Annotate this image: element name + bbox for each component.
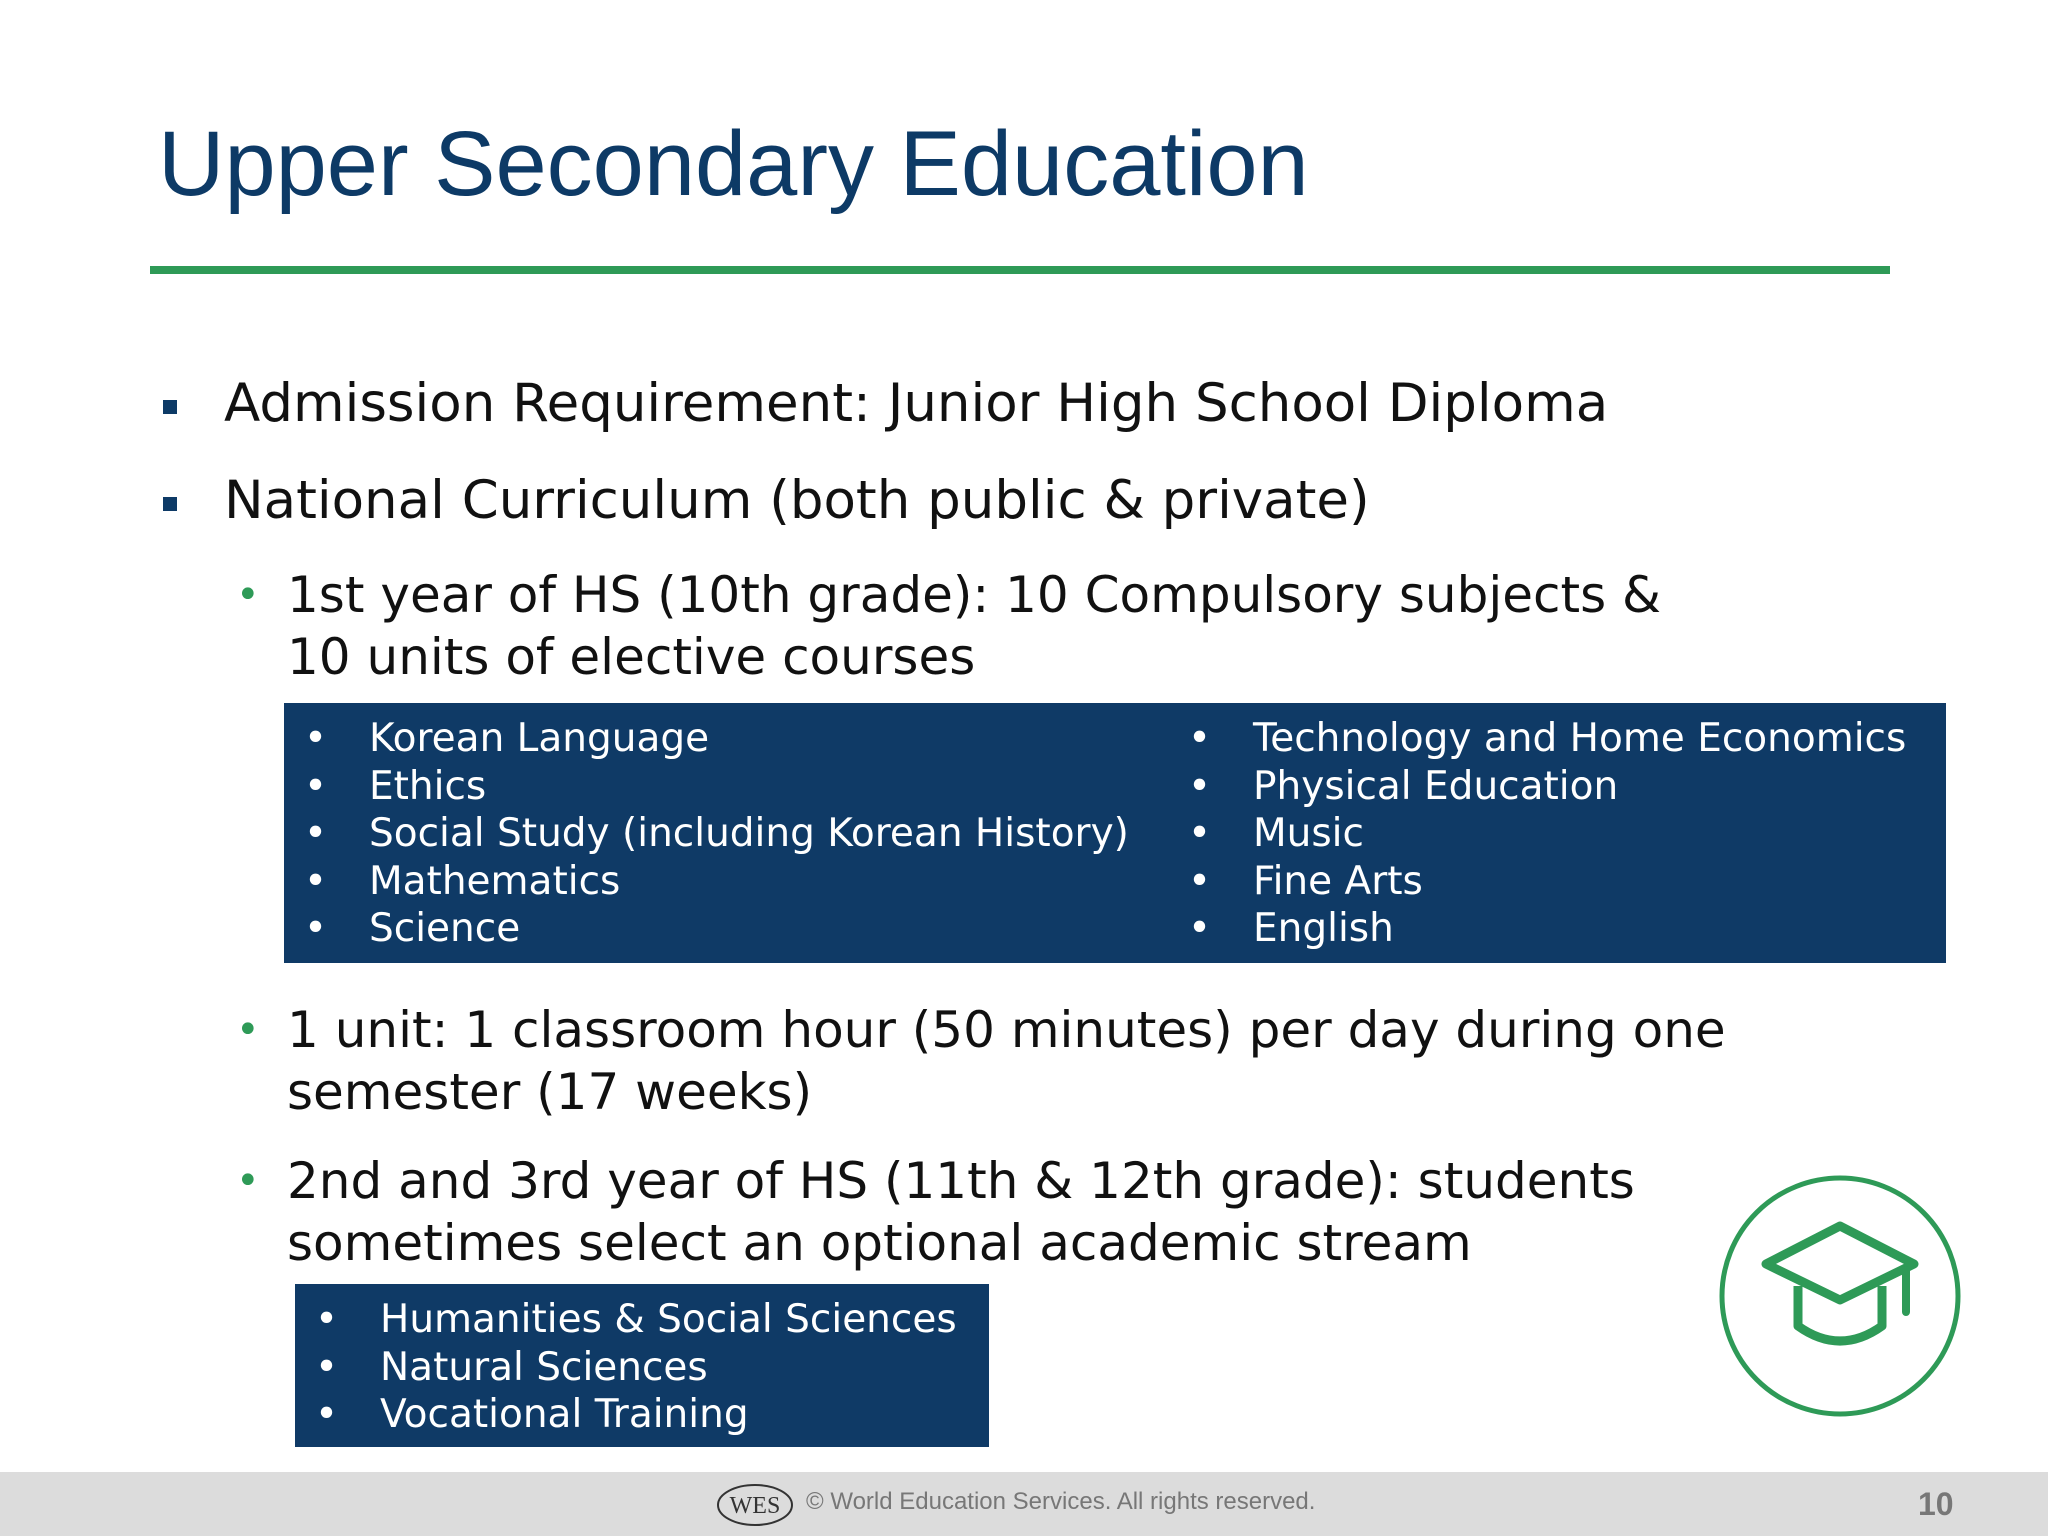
page-number: 10 [1918, 1486, 1954, 1522]
footer-bar [0, 1472, 2048, 1536]
subject-label: Mathematics [369, 858, 621, 904]
copyright-text: © World Education Services. All rights reserved. [806, 1488, 1316, 1515]
subject-label: Fine Arts [1253, 858, 1423, 904]
stream-label: Vocational Training [380, 1392, 749, 1438]
bullet-icon: • [304, 906, 328, 952]
bullet-icon: • [315, 1392, 339, 1438]
graduation-cap-icon [1716, 1172, 1964, 1420]
green-bullet-icon: • [236, 572, 260, 618]
green-bullet-icon: • [236, 1007, 260, 1053]
bullet-icon: • [1188, 763, 1212, 809]
line-1: 2nd and 3rd year of HS (11th & 12th grade): students [287, 1152, 1635, 1210]
bullet-text: National Curriculum (both public & private) [224, 470, 1370, 531]
subject-label: Technology and Home Economics [1253, 716, 1907, 761]
bullet-icon: • [304, 858, 328, 904]
sub-bullet-text [287, 999, 1726, 1123]
subject-label: Korean Language [369, 716, 710, 761]
bullet-icon: • [304, 763, 328, 809]
bullet-icon: • [1188, 811, 1212, 857]
wes-logo-icon [716, 1482, 794, 1528]
bullet-icon: • [1188, 906, 1212, 952]
line-2: 10 units of elective courses [287, 628, 976, 686]
line-1: 1st year of HS (10th grade): 10 Compulsory subjects & [287, 566, 1661, 624]
line-2: semester (17 weeks) [287, 1063, 813, 1121]
subject-label: Physical Education [1253, 763, 1619, 809]
bullet-icon: • [304, 811, 328, 857]
line-1: 1 unit: 1 classroom hour (50 minutes) per day during one [287, 1001, 1726, 1059]
bullet-text: Admission Requirement: Junior High School Diploma [224, 373, 1609, 434]
stream-label: Natural Sciences [380, 1344, 708, 1390]
sub-bullet-text [287, 564, 1661, 688]
bullet-icon: • [315, 1344, 339, 1390]
bullet-icon: • [1188, 858, 1212, 904]
academic-streams-box [295, 1284, 989, 1447]
slide-title: Upper Secondary Education [158, 113, 1309, 215]
square-bullet-icon [163, 400, 177, 414]
logo-text: WES [729, 1493, 781, 1519]
square-bullet-icon [163, 497, 177, 511]
green-bullet-icon: • [236, 1158, 260, 1204]
subject-label: Science [369, 906, 521, 952]
line-2: sometimes select an optional academic stream [287, 1214, 1472, 1272]
sub-bullet-text [287, 1150, 1635, 1274]
compulsory-subjects-box [284, 703, 1946, 963]
bullet-icon: • [315, 1297, 339, 1342]
title-divider [150, 266, 1890, 274]
subject-label: Music [1253, 811, 1364, 857]
bullet-icon: • [304, 716, 328, 761]
stream-label: Humanities & Social Sciences [380, 1297, 957, 1342]
subject-label: English [1253, 906, 1394, 952]
bullet-icon: • [1188, 716, 1212, 761]
subject-label: Ethics [369, 763, 487, 809]
subject-label: Social Study (including Korean History) [369, 811, 1129, 857]
